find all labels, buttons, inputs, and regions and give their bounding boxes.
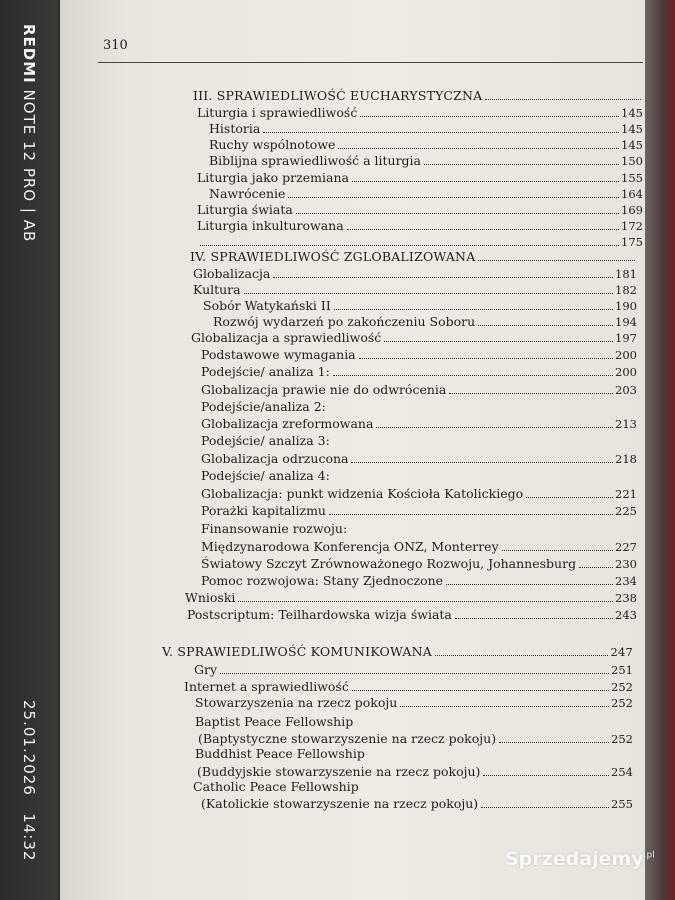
toc-entry: Międzynarodowa Konferencja ONZ, Monterrey 227 bbox=[201, 539, 637, 554]
toc-entry: Liturgia i sprawiedliwość 145 bbox=[197, 105, 643, 120]
toc-entry: Ruchy wspólnotowe 145 bbox=[209, 137, 643, 152]
toc-entry: Podejście/ analiza 1: 200 bbox=[201, 364, 637, 379]
toc-entry: Gry 251 bbox=[194, 662, 633, 677]
toc-entry: Wnioski 238 bbox=[185, 590, 637, 605]
camera-watermark-device: REDMI NOTE 12 PRO | AB bbox=[20, 24, 38, 243]
toc-entry: Internet a sprawiedliwość 252 bbox=[184, 679, 633, 694]
page-number: 310 bbox=[103, 38, 128, 53]
toc-chapter-4: IV. SPRAWIEDLIWOŚĆ ZGLOBALIZOWANA bbox=[190, 247, 637, 264]
toc-entry: Baptist Peace Fellowship bbox=[195, 714, 354, 729]
toc-entry: Porażki kapitalizmu 225 bbox=[201, 503, 637, 518]
toc-entry: Globalizacja prawie nie do odwrócenia 203 bbox=[201, 382, 637, 397]
toc-entry: Biblijna sprawiedliwość a liturgia 150 bbox=[209, 153, 643, 168]
toc-entry: Buddhist Peace Fellowship bbox=[195, 746, 365, 761]
toc-entry: 175 bbox=[197, 232, 643, 249]
toc-entry: Globalizacja odrzucona 218 bbox=[201, 451, 637, 466]
site-watermark-logo: Sprzedajemy$^{.pl}$ bbox=[505, 848, 655, 870]
camera-watermark-datetime: 25.01.2026 14:32 bbox=[20, 700, 38, 862]
toc-entry: Historia 145 bbox=[209, 121, 643, 136]
photo-border-left bbox=[0, 0, 58, 900]
toc-entry: Globalizacja zreformowana 213 bbox=[201, 416, 637, 431]
header-rule bbox=[98, 62, 643, 63]
toc-entry: Kultura 182 bbox=[193, 282, 637, 297]
toc-entry: Globalizacja: punkt widzenia Kościoła Katolickiego 221 bbox=[201, 486, 637, 501]
toc-entry: Liturgia świata 169 bbox=[197, 202, 643, 217]
toc-entry: Nawrócenie 164 bbox=[209, 186, 643, 201]
toc-entry: (Katolickie stowarzyszenie na rzecz pokoju) 255 bbox=[201, 796, 633, 811]
toc-entry: Rozwój wydarzeń po zakończeniu Soboru 194 bbox=[213, 314, 637, 329]
toc-entry: (Baptystyczne stowarzyszenie na rzecz pokoju) 252 bbox=[198, 731, 633, 746]
toc-entry: Liturgia inkulturowana 172 bbox=[197, 218, 643, 233]
toc-entry: Liturgia jako przemiana 155 bbox=[197, 170, 643, 185]
toc-entry: Globalizacja a sprawiedliwość 197 bbox=[191, 330, 637, 345]
toc-entry: Podejście/analiza 2: bbox=[201, 399, 326, 414]
toc-entry: Podejście/ analiza 4: bbox=[201, 468, 330, 483]
toc-entry: Catholic Peace Fellowship bbox=[193, 779, 359, 794]
book-page bbox=[60, 0, 645, 900]
toc-entry: Postscriptum: Teilhardowska wizja świata 243 bbox=[187, 607, 637, 622]
toc-entry: Światowy Szczyt Zrównoważonego Rozwoju, Johannesburg 230 bbox=[201, 556, 637, 571]
photo-border-right bbox=[645, 0, 675, 900]
toc-entry: Sobór Watykański II 190 bbox=[203, 298, 637, 313]
toc-entry: Pomoc rozwojowa: Stany Zjednoczone 234 bbox=[201, 573, 637, 588]
toc-entry: (Buddyjskie stowarzyszenie na rzecz pokoju) 254 bbox=[197, 764, 633, 779]
toc-entry: Globalizacja 181 bbox=[193, 266, 637, 281]
toc-entry: Podstawowe wymagania 200 bbox=[201, 347, 637, 362]
toc-chapter-5: V. SPRAWIEDLIWOŚĆ KOMUNIKOWANA 247 bbox=[162, 644, 633, 659]
toc-entry: Finansowanie rozwoju: bbox=[201, 521, 348, 536]
toc-entry: Stowarzyszenia na rzecz pokoju 252 bbox=[195, 695, 633, 710]
toc-entry: Podejście/ analiza 3: bbox=[201, 433, 330, 448]
toc-chapter-3: III. SPRAWIEDLIWOŚĆ EUCHARYSTYCZNA bbox=[193, 86, 643, 103]
